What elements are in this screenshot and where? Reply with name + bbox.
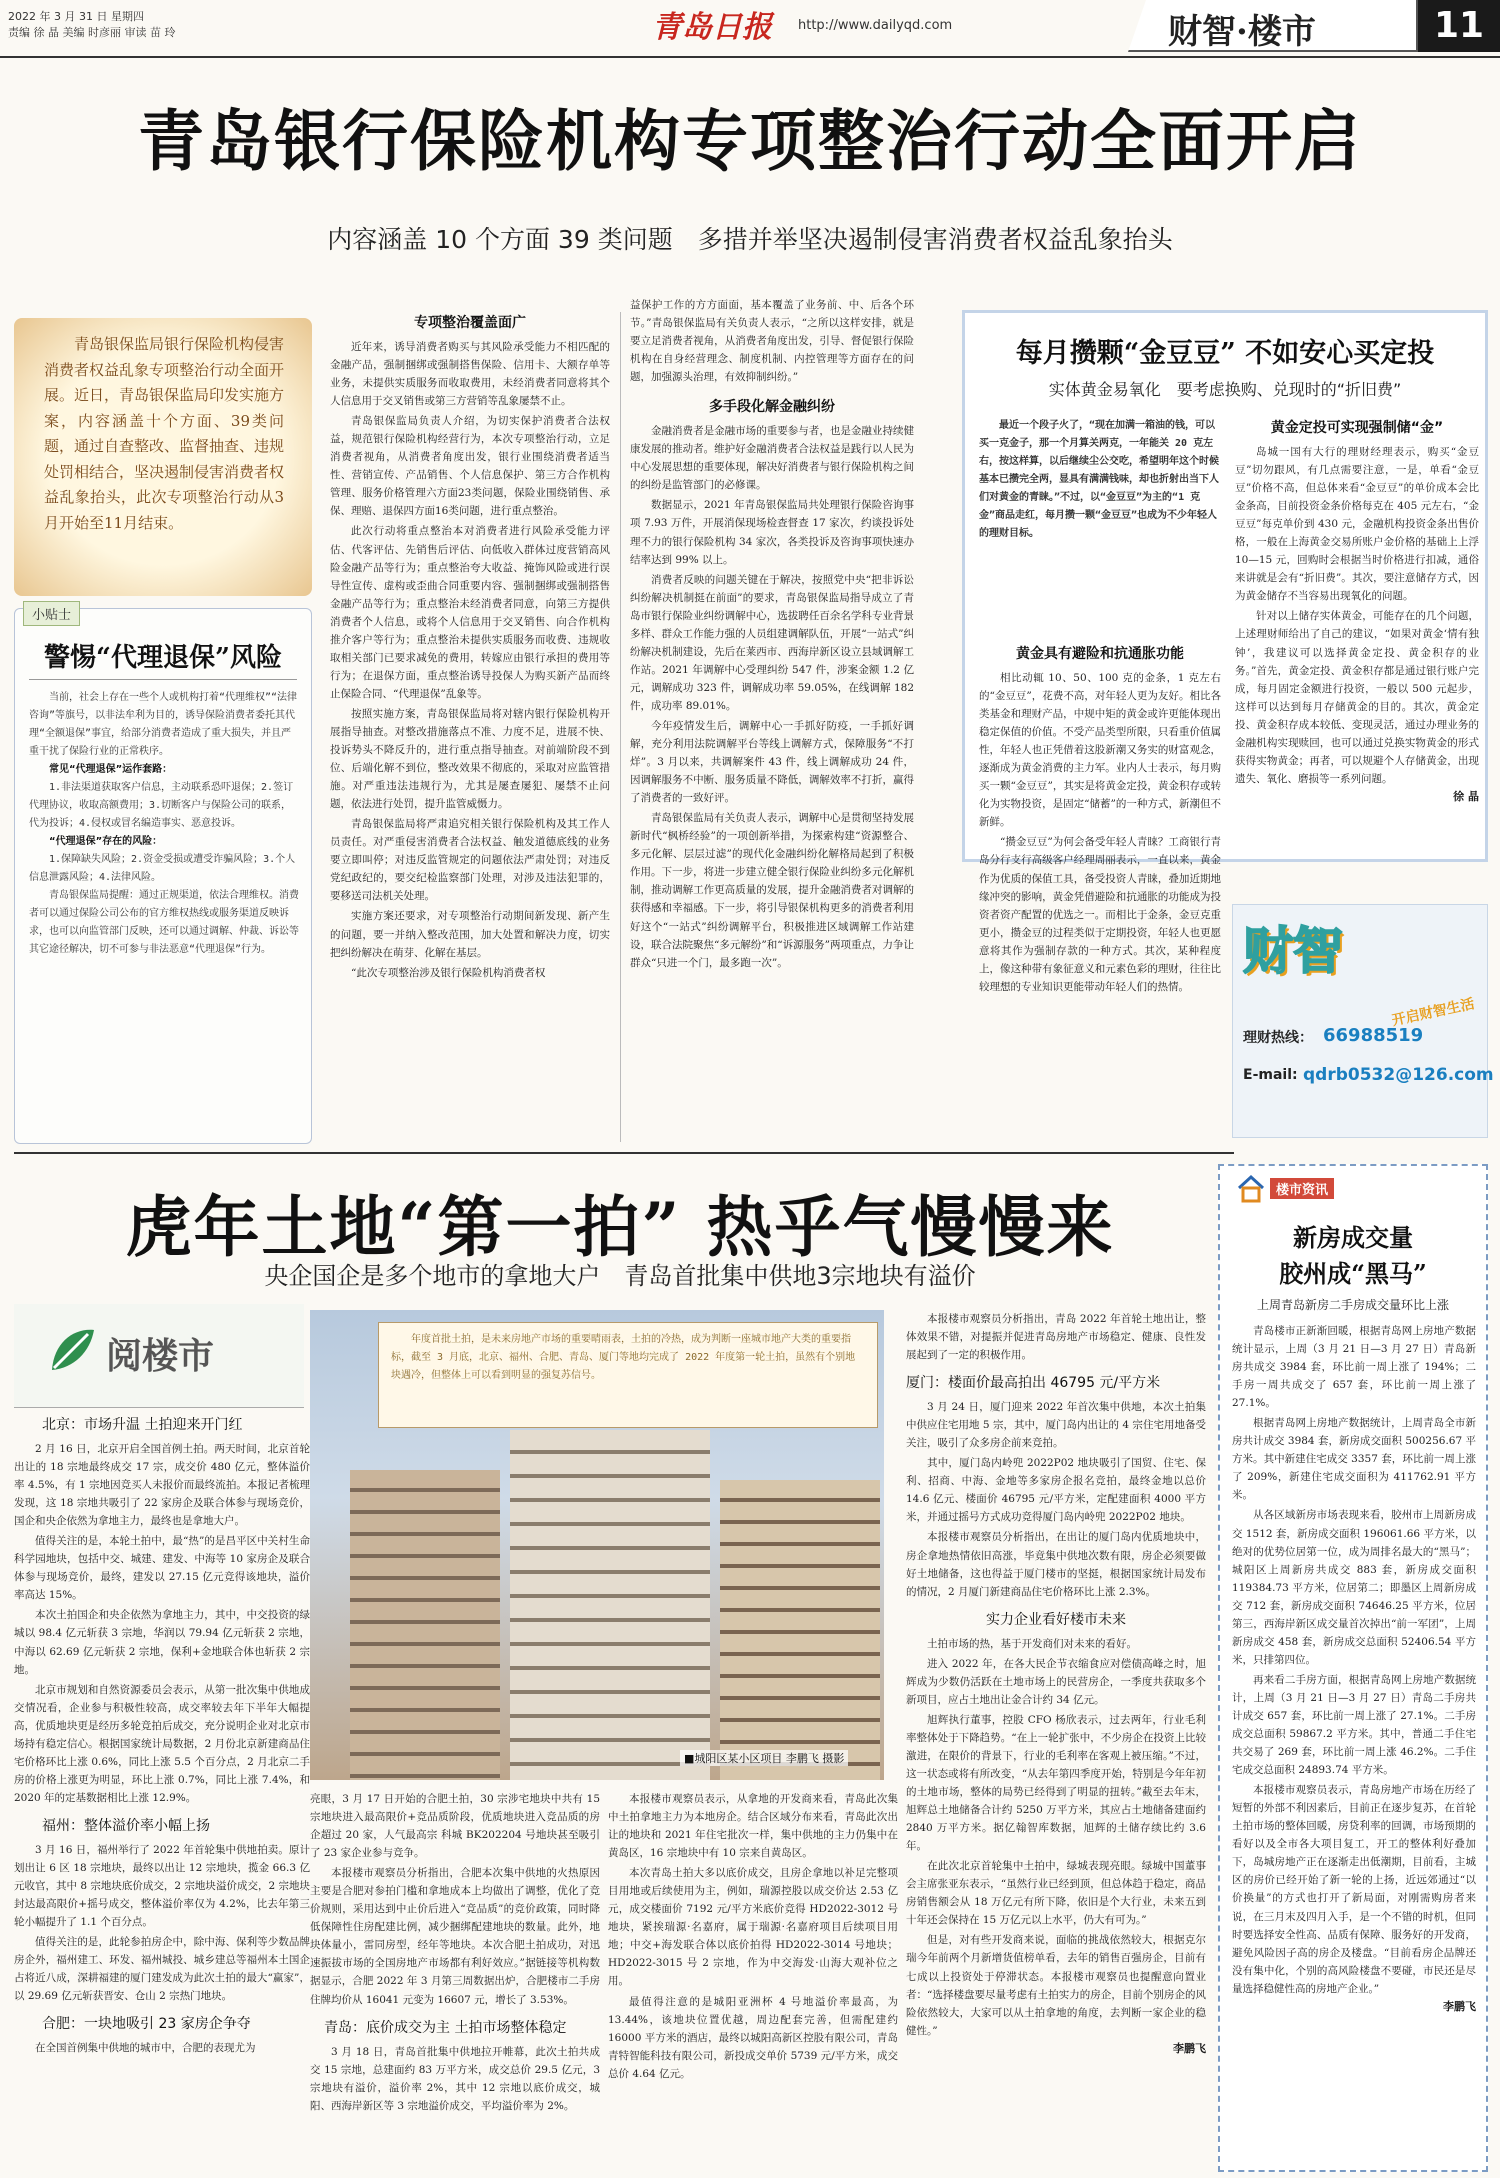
masthead (0, 0, 1500, 64)
paragraph: 金融消费者是金融市场的重要参与者，也是金融业持续健康发展的推动者。维护好金融消费者合法权益是践行以人民为中心发展思想的重要体现，解决好消费者与银行保险机构之间的纠纷是监管部门的必修课。 (630, 425, 914, 492)
column-logo-text: 阅楼市 (106, 1335, 215, 1377)
gold-subhead: 实体黄金易氧化 要考虑换购、兑现时的“折旧费” (1048, 380, 1402, 399)
paragraph: 青岛银保监局负责人介绍，为切实保护消费者合法权益，规范银行保险机构经营行为，本次专项整治行动，立足消费者视角，从消费者角度出发，银行业围绕消费者适当性、营销宣传、产品销售、个人信息保护、第三方合作机构管理、服务价格管理六方面23类问题，保险业围绕销售、承保、理赔、退保四方面16类问题，进行重点整治。 (330, 415, 610, 518)
paragraph: “攒金豆豆”为何会备受年轻人青睐？工商银行青岛分行支行高级客户经理周丽表示，一直以来，黄金作为优质的保值工具，备受投资人青睐，叠加近期地缘冲突的影响，黄金凭借避险和抗通胀的功能成为投资者资产配置的优选之一。而相比于金条，金豆克重更小，攒金豆的过程类似于定期投资，年轻人也更愿意将其作为强制存款的一种方式。其次，某种程度上，像这种带有象征意义和元素色彩的理财，往往比较理想的专业知识更能带动年轻人们的热情。 (979, 836, 1221, 993)
byline: 李鹏飞 (1443, 1999, 1476, 2013)
gold-headline: 每月攒颗“金豆豆” 不如安心买定投 (1015, 338, 1435, 369)
land-col3 (608, 1790, 898, 2172)
paragraph: 再来看二手房方面，根据青岛网上房地产数据统计，上周（3 月 21 日—3 月 27 日）青岛二手房共计成交 657 套，环比前一周上涨了 27.1%。二手房成交总面积 59867.2 平方米。其中，普通二手住宅共交易了 269 套，环比前一周上涨 46.2%。二手住宅成交总面积 24893.74 平方米。 (1232, 1673, 1476, 1777)
tip-title: 警惕“代理退保”风险 (44, 643, 282, 673)
ad-slogan: 开启财智生活 (1390, 996, 1477, 1030)
ad-hotline[interactable]: 66988519 (1323, 1025, 1424, 1046)
land-col2 (310, 1790, 600, 2172)
tip-sidebar (14, 608, 312, 1144)
tip-s1-head: 常见“代理退保”运作套路： (49, 764, 173, 775)
website-url[interactable]: http://www.dailyqd.com (798, 18, 953, 33)
paragraph: 3 月 18 日，青岛首批集中供地拉开帷幕，此次土拍共成交 15 宗地，总建面约 83 万平方米，成交总价 29.5 亿元，3 宗地块有溢价，溢价率 2%，其中 12 宗地以底价成交，城阳、西海岸新区等 3 宗地溢价成交，平均溢价率为 2%。 (310, 2045, 600, 2112)
tip-rule (29, 679, 297, 680)
land-col4 (906, 1310, 1206, 2172)
paragraph: 实施方案还要求，对专项整治行动期间新发现、新产生的问题，要一并纳入整改范围，加大处置和解决力度，切实把纠纷解决在萌芽、化解在基层。 (330, 910, 610, 959)
masthead-rule (0, 56, 1500, 58)
paragraph: 3 月 16 日，福州举行了 2022 年首轮集中供地拍卖。原计划出让 6 区 18 宗地块，最终以出让 12 宗地块，揽金 66.3 亿元收官，其中 8 宗地块底价成交，2 宗地块溢价成交，2 宗地块封达最高限价+摇号成交，整体溢价率仅为 4.2%，比去年第三轮小幅提升了 1.1 个百分点。 (14, 1843, 310, 1929)
subhead-land: 央企国企是多个地市的拿地大户 青岛首批集中供地3宗地块有溢价 (264, 1262, 976, 1290)
house-icon (1236, 1174, 1266, 1204)
photo-building-left (350, 1470, 500, 1780)
tip-s2-body: 1.保障缺失风险；2.资金受损或遭受诈骗风险；3.个人信息泄露风险；4.法律风险。 (29, 854, 296, 883)
paragraph: 今年疫情发生后，调解中心一手抓好防疫，一手抓好调解，充分利用法院调解平台等线上调解方式，保障服务“不打烊”。3 月以来，共调解案件 43 件，线上调解成功 24 件，因调解服务不中断、服务质量不降低，调解效率不打折，赢得了消费者的一致好评。 (630, 719, 914, 805)
ad-logo: 财智 (1243, 921, 1343, 980)
paragraph: 此次行动将重点整治本对消费者进行风险承受能力评估、代客评估、先销售后评估、向低收入群体过度营销高风险金融产品等行为；重点整治夸大收益、掩饰风险或进行误导性宣传、虚构或歪曲合同重要内容、强制捆绑或强制搭售金融产品等行为；重点整治未经消费者同意，向第三方提供消费者个人信息，或将个人信息用于交叉销售、向合作机构推介客户等行为；重点整治未提供实质服务而收费、违规收取相关部门已要求减免的费用，转嫁应由银行承担的费用等行为；在退保方面，重点整治诱导投保人为购买新产品而终止保险合同、“代理退保”乱象等。 (330, 525, 610, 700)
notice-text: 年度首批土拍，是未来房地产市场的重要晴雨表，土拍的冷热，成为判断一座城市地产大类的重要指标，截至 3 月底，北京、福州、合肥、青岛、厦门等地均完成了 2022 年度第一轮土拍，虽然有个别地块遇冷，但整体上可以看到明显的强复苏信号。 (391, 1334, 856, 1381)
tip-badge: 小贴士 (23, 601, 80, 626)
notice-box (378, 1322, 878, 1428)
paragraph: 岛城一国有大行的理财经理表示，购买“金豆豆”切勿跟风，有几点需要注意，一是，单看“金豆豆”价格不高，但总体来看“金豆豆”的单价成本会比金条高，目前投资金条价格每克在 405 元左右，“金豆豆”每克单价到 430 元，金融机构投资金条出售价格，一般在上海黄金交易所账户金价格的基础上上浮 10—15 元，回购时会根据当时价格进行扣减，通俗来讲就是会有“折旧费”。其次，要注意储存方式，因为黄金储存不当容易出现氧化的问题。 (1235, 446, 1479, 603)
paragraph: 土拍市场的热，基于开发商们对未来的看好。 (927, 1637, 1137, 1650)
tip-intro: 当前，社会上存在一些个人或机构打着“代理维权”“法律咨询”等旗号，以非法牟利为目的，诱导保险消费者委托其代理“全额退保”事宜，给部分消费者造成了重大损失，并且严重干扰了保险行业的正常秩序。 (29, 692, 298, 757)
paragraph: 从各区域新房市场表现来看，胶州市上周新房成交 1512 套，新房成交面积 196061.66 平方米，以绝对的优势位居第一位，成为周排名最大的“黑马”；城阳区上周新房共成交 883 套，新房成交面积 119384.73 平方米，位居第二；即墨区上周新房成交 712 套，新房成交面积 74646.25 平方米，位居第三，西海岸新区成交量首次掉出“前一军团”，上周新房成交 458 套，新房成交总面积 52406.54 平方米，只排第四位。 (1232, 1509, 1476, 1666)
headline-banking: 青岛银行保险机构专项整治行动全面开启 (138, 102, 1362, 180)
paragraph: 3 月 24 日，厦门迎来 2022 年首次集中供地，本次土拍集中供应住宅用地 5 宗，其中，厦门岛内出让的 4 宗住宅用地备受关注，吸引了众多房企前来竞拍。 (906, 1401, 1206, 1450)
land-heading-xiamen: 厦门：楼面价最高拍出 46795 元/平方米 (906, 1375, 1161, 1392)
paragraph: “此次专项整治涉及银行保险机构消费者权 (351, 966, 546, 979)
housing-body (1232, 1322, 1476, 2168)
paragraph: 亮眼，3 月 17 日开始的合肥土拍，30 宗涉宅地块中共有 15 宗地块进入最高限价+竞品质阶段，优质地块进入竞品质的房企超过 20 家，人气最高宗 科城 BK202204 号地块甚至吸引了 23 家企业参与竞争。 (310, 1793, 600, 1860)
paragraph: 旭辉执行董事，控股 CFO 杨欣表示，过去两年，行业毛利率整体处于下降趋势。“在上一轮扩张中，不少房企在投资上比较激进，在限价的背景下，行业的毛利率在客观上被压缩。”不过，这一状态或将有所改变，“从去年第四季度开始，特别是今年年初的土地市场，整体的局势已经得到了明显的扭转。”截至去年末，旭辉总土地储备合计约 5250 万平方米，其应占土地储备建面约 2840 万平方米。据亿翰智库数据，旭辉的土储存续比约 3.6 年。 (906, 1713, 1206, 1853)
banking-heading-1: 专项整治覆盖面广 (414, 315, 526, 331)
banking-col1 (330, 312, 610, 1142)
land-heading-hf: 合肥：一块地吸引 23 家房企争夺 (42, 2016, 251, 2033)
gold-quote: 最近一个段子火了，“现在加满一箱油的钱，可以买一克金子，那一个月算关两克，一年能关 20 克左右，按这样算，以后继续尘公交吃，希望明年这个时候基本已攒完全两，显具有满满钱味，却也折射出当下人们对黄金的青睐。”不过，以“金豆豆”为主的“1 克金”商品走红，每月攒一颗“金豆豆”也成为不少年轻人的理财目标。 (979, 420, 1219, 539)
ad-hotline-label: 理财热线： (1243, 1030, 1313, 1046)
column-divider (620, 312, 621, 1142)
column-logo (14, 1304, 304, 1408)
housing-headline-1: 新房成交量 (1293, 1223, 1413, 1252)
paragraph: 进入 2022 年，在各大民企节衣缩食应对偿债高峰之时，旭辉成为少数仍活跃在土地市场上的民营房企，一季度共获取多个新项目，应占土地出让金合计约 34 亿元。 (906, 1657, 1206, 1706)
section-title: 财智·楼市 (1168, 12, 1316, 52)
banking-col2 (630, 296, 914, 1142)
housing-tag: 楼市资讯 (1270, 1178, 1334, 1199)
paragraph: 本报楼市观察员表示，青岛房地产市场在历经了短暂的外部不利因素后，目前正在逐步复苏，在首轮土拍市场的整体回暖，房贷利率的回调，市场预期的看好以及全市各大项目复工，开工的整体利好叠加下，岛城房地产正在逐渐走出低潮期，目前看，主城区的房价已经开始了新一轮的上扬，近远郊通过“以价换量”的方式也打开了新局面，对刚需购房者来说，在三月末及四月入手，是一个不错的时机，但同时要选择安全性高、品质有保障、服务好的开发商，避免风险因子高的房企及楼盘。“目前看房企品牌还没有集中化，个别的高风险楼盘不要碰，市民还是尽量选择稳健性高的房地产企业。” (1232, 1784, 1476, 1995)
paragraph: 按照实施方案，青岛银保监局将对辖内银行保险机构开展指导抽查。对整改措施落点不准、力度不足，进展不快、投诉势头不降反升的，进行重点指导抽查。对前端阶段不到位、后端化解不到位，整改效果不彻底的，采取对应监管措施。对严重违法违规行为，尤其是屡查屡犯、屡禁不止问题，依法进行处罚，提升监管威慑力。 (330, 707, 610, 811)
issue-date: 2022 年 3 月 31 日 星期四 (8, 10, 144, 23)
tip-s3-body: 青岛银保监局提醒：通过正规渠道，依法合理维权。消费者可以通过保险公司公布的官方维权热线或服务渠道反映诉求，也可以向监管部门反映，还可以通过调解、仲裁、诉讼等其它途径解决，切不可参与非法恶意“代理退保”行为。 (29, 890, 299, 955)
paragraph: 相比动辄 10、50、100 克的金条，1 克左右的“金豆豆”，花费不高，对年轻人更为友好。相比各类基金和理财产品，中规中矩的黄金或许更能体现出稳定保值的价值。不受产品类型所限，只看重价值属性，年轻人也正凭借着这股新潮又务实的财富观念，逐渐成为黄金消费的主力军。业内人士表示，每月购买一颗“金豆豆”，其实是将黄金定投，黄金积存或转化为实物投资，是固定“储蓄”的一种方式，新潮但不新鲜。 (979, 672, 1221, 829)
paragraph: 青岛银保监局将严肃追究相关银行保险机构及其工作人员责任。对严重侵害消费者合法权益、触发道德底线的业务要立即叫停；对违反监管规定的问题依法严肃处罚；对违反党纪政纪的，要交纪检监察部门处理，对涉及违法犯罪的，要移送司法机关处理。 (330, 818, 610, 903)
tip-body (29, 689, 299, 959)
paragraph: 益保护工作的方方面面，基本覆盖了业务前、中、后各个环节。”青岛银保监局有关负责人表示，“之所以这样安排，就是要立足消费者视角，从消费者角度出发，引导、督促银行保险机构在自身经营理念、制度机制、内控管理等方面存在的问题，加强源头治理，有效抑制纠纷。” (630, 299, 914, 384)
paragraph: 近年来，诱导消费者购买与其风险承受能力不相匹配的金融产品，强制捆绑或强制搭售保险、信用卡、大额存单等业务，未提供实质服务而收取费用，未经消费者同意将其个人信息用于交叉销售或第三方营销等乱象屡禁不止。 (330, 341, 610, 408)
paragraph: 在此次北京首轮集中土拍中，绿城表现亮眼。绿城中国董事会主席张亚东表示，“虽然行业已经到顶，但总体趋于稳定，商品房销售额会从 18 万亿元有所下降，依旧是个大行业，未来五到十年还会保持在 15 万亿元以上水平，仍大有可为。” (906, 1860, 1206, 1927)
paragraph: 消费者反映的问题关键在于解决，按照党中央“把非诉讼纠纷解决机制挺在前面”的要求，青岛银保监局指导成立了青岛市银行保险业纠纷调解中心，选拔聘任百余名学科专业背景多样、群众工作能力强的人员组建调解队伍，开展“一站式”纠纷解决机制建设，先后在莱西市、西海岸新区设立县域调解工作站。2021 年调解中心受理纠纷 547 件，涉案金额 1.2 亿元，调解成功 323 件，调解成功率 59.05%，在线调解 182 件，成功率 89.01%。 (630, 573, 914, 712)
editor-credits: 责编 徐 晶 美编 时彦丽 审读 苗 玲 (8, 26, 176, 39)
lead-box (14, 318, 312, 596)
ad-email[interactable]: qdrb0532@126.com (1303, 1065, 1494, 1085)
lead-text: 青岛银保监局银行保险机构侵害消费者权益乱象专项整治行动全面开展。近日，青岛银保监局印发实施方案，内容涵盖十个方面、39类问题，通过自查整改、监督抽查、违规处罚相结合，坚决遏制侵害消费者权益乱象抬头，此次专项整治行动从3月开始至11月结束。 (44, 335, 285, 532)
land-heading-fz: 福州：整体溢价率小幅上扬 (42, 1817, 210, 1834)
paragraph: 青岛楼市正新渐回暖，根据青岛网上房地产数据统计显示，上周（3 月 21 日—3 月 27 日）青岛新房共成交 3984 套，环比前一周上涨了 194%；二手房一周共成交了 657 套，环比前一周上涨了 27.1%。 (1232, 1325, 1476, 1410)
land-col1 (14, 1414, 310, 2172)
paragraph: 针对以上储存实体黄金，可能存在的几个问题，上述理财师给出了自己的建议，“如果对黄金‘情有独钟’，我建议可以选择黄金定投、黄金积存的业务。”首先，黄金定投、黄金积存都是通过银行账户完成，每月固定金额进行投资，一般以 500 元起步，这样可以达到每月存储黄金的目的。其次，黄金定投、黄金积存成本较低、变现灵活，通过办理业务的金融机构实现赎回，也可以通过兑换实物黄金的形式获得实物黄金；再者，可以规避个人存储黄金，出现遗失、氧化、磨损等一系列问题。 (1235, 610, 1479, 785)
page-number: 11 (1418, 0, 1500, 52)
paragraph: 本次青岛土拍大多以底价成交，且房企拿地以补足完整项目用地或后续使用为主，例如，瑞源控股以成交价达 2.53 亿元，成交楼面价 7192 元/平方米底价竞得 HD2022-3012 号地块，紧挨瑞源·名嘉府，属于瑞源·名嘉府项目后续项目用地；中交+海发联合体以底价拍得 HD2022-3014 号地块；HD2022-3015 号 2 宗地，作为中交海发·山海大观补位之用。 (608, 1867, 898, 1988)
gold-col1 (979, 643, 1221, 993)
headline-land: 虎年土地“第一拍” 热乎气慢慢来 (125, 1188, 1115, 1266)
paragraph: 2 月 16 日，北京开启全国首例土拍。两天时间，北京首轮出让的 18 宗地最终成交 17 宗，成交价 480 亿元，整体溢价率 4.5%，有 1 宗地因竞买人未报价而最终流拍。本报记者梳理发现，这 18 宗地共吸引了 22 家房企及联合体参与现场竞价，国企和央企依然为拿地主力，最终也是拿地大户。 (14, 1443, 310, 1528)
gold-heading-1: 黄金具有避险和抗通胀功能 (1016, 646, 1184, 662)
paragraph: 值得关注的是，此轮参拍房企中，除中海、保利等少数品牌房企外，福州建工、环发、福州城投、城乡建总等福州本土国企占将近八成，深耕福建的厦门建发成为此次土拍的最大“赢家”，以 29.69 亿元斩获晋安、仓山 2 宗热门地块。 (14, 1936, 310, 2003)
paragraph: 值得关注的是，本轮土拍中，最“热”的是昌平区中关村生命科学园地块，包括中交、城建、建发、中海等 10 家房企及联合体参与现场竞价，最终，建发以 27.15 亿元竞得该地块，溢价率高达 15%。 (14, 1535, 310, 1602)
paragraph: 最值得注意的是城阳亚洲杯 4 号地溢价率最高，为 13.44%，该地块位置优越，周边配套完善，但需配建约 16000 平方米的酒店，最终以城阳高新区控股有限公司，青岛青特智能科技有限公司，新投成交单价 5739 元/平方米，成交总价 4.64 亿元。 (608, 1995, 898, 2080)
caizhi-ad (1232, 904, 1494, 1138)
photo-building-right (720, 1480, 880, 1780)
paragraph: 青岛银保监局有关负责人表示，调解中心是贯彻坚持发展新时代“枫桥经验”的一项创新举措，为探索构建“资源整合、多元化解、层层过滤”的现代化金融纠纷化解格局起到了积极作用。下一步，将进一步建立健全银行保险业纠纷多元化解机制，推动调解工作更高质量的发展，提升金融消费者对调解的获得感和幸福感。下一步，将引导银保机构更多的消费者利用好这个“一站式”纠纷调解平台，积极推进区域调解工作站建设，联合法院聚焦“多元解纷”和“诉源服务”两项重点，力争让群众“只进一个门，最多跑一次”。 (630, 812, 914, 969)
paragraph: 北京市规划和自然资源委员会表示，从第一批次集中供地成交情况看，企业参与积极性较高，成交率较去年下半年大幅提高，优质地块更是经历多轮竞拍后成交，充分说明企业对北京市场持有稳定信心。根据国家统计局数据，2 月份北京新建商品住宅价格环比上涨 0.6%，同比上涨 5.5 个百分点，2 月北京二手房的价格上涨更为明显，环比上涨 0.7%，同比上涨 7.4%，和 2020 年的定基数据相比上涨 12.9%。 (14, 1683, 310, 1804)
paragraph: 其中，厦门岛内岭兜 2022P02 地块吸引了国贸、住宅、保利、招商、中海、金地等多家房企报名竞拍，最终金地以总价 14.6 亿元、楼面价 46795 元/平方米，定配建面积 4000 平方米，并通过摇号方式成功竞得厦门岛内岭兜 2022P02 地块。 (906, 1457, 1206, 1524)
housing-box (1218, 1164, 1488, 2172)
paragraph: 本报楼市观察员分析指出，在出让的厦门岛内优质地块中，房企拿地热情依旧高涨，毕竟集中供地次数有限，房企必须要做好土地储备，这也得益于厦门楼市的坚挺，根据国家统计局发布的情况，2 月厦门新建商品住宅价格环比上涨 2.3%。 (906, 1531, 1206, 1598)
paragraph: 在全国首例集中供地的城市中，合肥的表现尤为 (35, 2042, 256, 2055)
ad-email-label: E-mail: (1243, 1067, 1298, 1083)
paragraph: 本次土拍国企和央企依然为拿地主力，其中，中交投资的绿城以 98.4 亿元斩获 3 宗地，华润以 79.94 亿元斩获 2 宗地，中海以 62.69 亿元斩获 2 宗地，保利+金地联合体也斩获 2 宗地。 (14, 1609, 310, 1676)
banking-heading-2: 多手段化解金融纠纷 (709, 399, 835, 416)
tip-s2-head: “代理退保”存在的风险： (49, 836, 163, 847)
gold-heading-2: 黄金定投可实现强制储“金” (1270, 420, 1444, 436)
paragraph: 本报楼市观察员表示，从拿地的开发商来看，青岛此次集中土拍拿地主力为本地房企。结合区域分布来看，青岛此次出让的地块和 2021 年住宅批次一样，集中供地的主力仍集中在黄岛区，16 宗地块中有 10 宗来自黄岛区。 (608, 1793, 898, 1860)
byline: 徐 晶 (1453, 789, 1479, 803)
byline: 李鹏飞 (1173, 2041, 1206, 2055)
land-heading-qd: 青岛：底价成交为主 土拍市场整体稳定 (324, 2019, 567, 2036)
paragraph: 数据显示，2021 年青岛银保监局共处理银行保险咨询事项 7.93 万件，开展消保现场检查督查 17 家次，约谈投诉处理不力的银行保险机构 34 家次，各类投诉及咨询事项快速办结率达到 99% 以上。 (630, 499, 914, 566)
leaf-icon (44, 1322, 100, 1378)
photo-building-mid (510, 1430, 710, 1780)
land-heading-strength: 实力企业看好楼市未来 (986, 1611, 1126, 1628)
paragraph: 本报楼市观察员分析指出，青岛 2022 年首轮土地出让，整体效果不错，对提振并促进青岛房地产市场稳定、健康、良性发展起到了一定的积极作用。 (906, 1313, 1206, 1362)
land-heading-bj: 北京：市场升温 土拍迎来开门红 (42, 1417, 243, 1433)
gold-col2 (1235, 417, 1479, 803)
subhead-banking: 内容涵盖 10 个方面 39 类问题 多措并举坚决遏制侵害消费者权益乱象抬头 (327, 225, 1173, 254)
paragraph: 根据青岛网上房地产数据统计，上周青岛全市新房共计成交 3984 套，新房成交面积 500256.67 平方米。其中新建住宅成交 3357 套，环比前一周上涨了 209%，新建住宅成交面积为 411762.91 平方米。 (1232, 1417, 1476, 1502)
paragraph: 但是，对有些开发商来说，面临的挑战依然较大，根据克尔瑞今年前两个月新增货值榜单看，去年的销售百强房企，目前有七成以上投资处于停滞状态。本报楼市观察员也提醒意向置业者：“选择楼盘要尽量考虑有土拍实力的房企，目前个别房企的风险依然较大，大家可以从土拍拿地的角度，去判断一家企业的稳健性。” (906, 1934, 1206, 2037)
section-divider (14, 1152, 1234, 1154)
tip-s1-body: 1.非法渠道获取客户信息，主动联系恐吓退保；2.签订代理协议，收取高额费用；3.切断客户与保险公司的联系，代为投诉；4.侵权或冒名编造事实、恶意投诉。 (29, 782, 294, 829)
paragraph: 本报楼市观察员分析指出，合肥本次集中供地的火热原因主要是合肥对参拍门槛和拿地成本上均做出了调整，优化了竞价规则，采用达到中止价后进入“竞品质”的竞价政策，同时降低保障性住房配建比例，减少捆绑配建地块的数量。此外，地块体量小，雷同房型，经年等地块。本次合肥土拍成功，对迅速振拔市场的全国房地产市场都有利好效应。”据链接等机构数据显示，合肥 2022 年 3 月第三周数据出炉，合肥楼市二手房住牌均价从 16041 元变为 16607 元，增长了 3.53%。 (310, 1867, 600, 2006)
photo-caption: ■城阳区某小区项目 李鹏飞 摄影 (680, 1750, 848, 1766)
newspaper-logo: 青岛日报 (652, 10, 772, 45)
housing-headline-2: 胶州成“黑马” (1279, 1259, 1427, 1288)
housing-subhead: 上周青岛新房二手房成交量环比上涨 (1256, 1298, 1449, 1312)
